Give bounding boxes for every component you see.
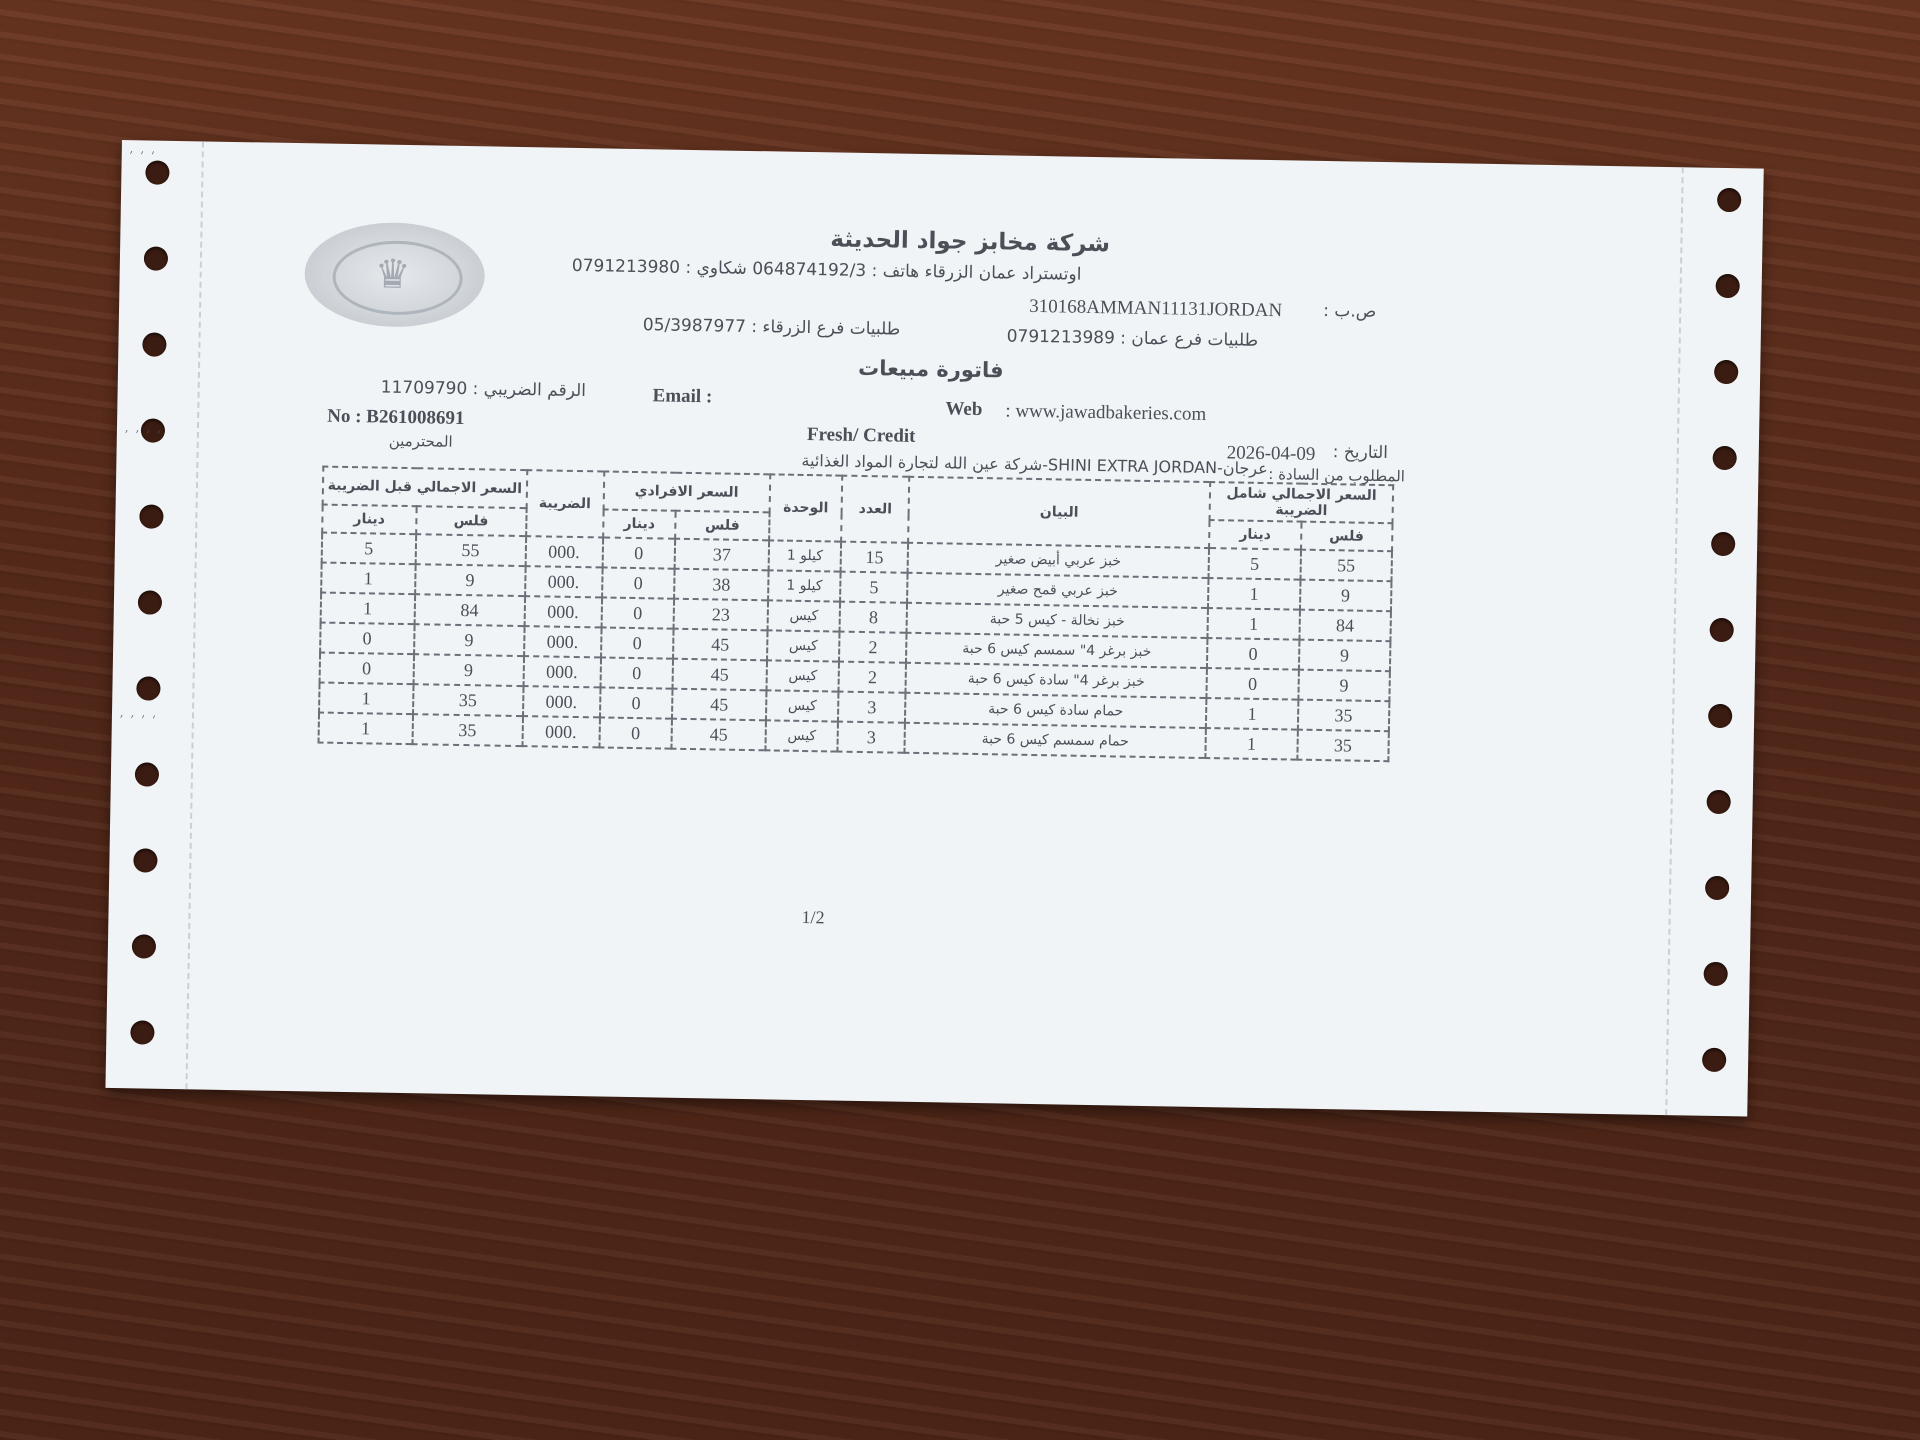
cell-tax: .000 [525, 536, 602, 567]
cell-pre-dinar: 1 [321, 593, 415, 625]
invoice-title: فاتورة مبيعات [857, 355, 1004, 383]
payment-type: Fresh/ Credit [806, 424, 916, 447]
cell-unit-fils: 45 [673, 629, 767, 661]
cell-unit-dinar: 0 [600, 657, 673, 688]
page-number: 1/2 [801, 906, 825, 928]
edge-mark: ׳ ׳ ׳ ׳ [119, 711, 156, 727]
web-url: : www.jawadbakeries.com [1005, 400, 1207, 425]
cell-description: حمام سادة كيس 6 حبة [905, 693, 1207, 728]
invoice-number: No : B261008691 [327, 405, 465, 430]
cell-unit-dinar: 0 [599, 717, 672, 748]
orders-zarqa: طلبيات فرع الزرقاء : 05/3987977 [642, 315, 901, 340]
header-dinar: دينار [1209, 520, 1301, 550]
orders-amman: طلبيات فرع عمان : 0791213989 [1006, 326, 1259, 351]
edge-mark: ׳ ׳ ׳ [129, 147, 155, 163]
cell-description: خبز برغر 4" سمسم كيس 6 حبة [906, 633, 1208, 668]
cell-pre-fils: 9 [414, 624, 525, 656]
cell-count: 2 [839, 632, 906, 663]
cell-pre-fils: 9 [413, 654, 524, 686]
header-total-before-tax: السعر الاجمالي قبل الضريبة [323, 467, 527, 509]
invoice-date: 2026-04-09 [1226, 442, 1316, 465]
cell-count: 8 [840, 602, 907, 633]
cell-tax: .000 [525, 566, 602, 597]
customer-name: عرجان-SHINI EXTRA JORDAN-شركة عين الله لتجارة المواد الغذائية [801, 450, 1268, 479]
header-dinar: دينار [322, 505, 416, 535]
cell-pre-fils: 35 [413, 684, 524, 716]
cell-incl-dinar: 1 [1206, 698, 1298, 730]
cell-description: خبز برغر 4" سادة كيس 6 حبة [905, 663, 1207, 698]
cell-unit-dinar: 0 [601, 597, 674, 628]
cell-unit: كيس [765, 720, 838, 751]
invoice-paper [105, 140, 1763, 1117]
cell-incl-dinar: 1 [1206, 728, 1298, 760]
cell-count: 3 [838, 692, 905, 723]
cell-unit-fils: 45 [672, 719, 766, 751]
invoice-table [317, 466, 1394, 763]
cell-unit: كيلو 1 [768, 570, 841, 601]
cell-pre-dinar: 5 [322, 533, 416, 565]
header-tax: الضريبة [526, 470, 604, 537]
cell-incl-fils: 84 [1299, 610, 1391, 642]
crest-icon: ♛ [374, 251, 411, 298]
header-description: البيان [908, 477, 1210, 548]
cell-incl-fils: 9 [1298, 670, 1390, 702]
company-name: شركة مخابز جواد الحديثة [830, 226, 1111, 258]
cell-count: 15 [841, 542, 908, 573]
cell-incl-fils: 9 [1300, 580, 1392, 612]
cell-pre-fils: 9 [415, 564, 526, 596]
cell-pre-dinar: 1 [321, 563, 415, 595]
header-unit-price: السعر الافرادي [603, 471, 770, 512]
cell-unit-fils: 45 [672, 689, 766, 721]
cell-tax: .000 [524, 626, 601, 657]
po-box-value: 310168AMMAN11131JORDAN [1029, 295, 1283, 322]
header-count: العدد [842, 476, 910, 543]
cell-incl-dinar: 5 [1209, 548, 1301, 580]
cell-unit-dinar: 0 [602, 537, 675, 568]
cell-incl-fils: 9 [1299, 640, 1391, 672]
cell-unit-dinar: 0 [600, 687, 673, 718]
cell-tax: .000 [522, 716, 599, 747]
cell-unit-fils: 38 [674, 569, 768, 601]
cell-count: 5 [841, 572, 908, 603]
cell-description: خبز عربي قمح صغير [907, 573, 1209, 608]
cell-description: خبز نخالة - كيس 5 حبة [906, 603, 1208, 638]
header-dinar: دينار [603, 509, 676, 538]
header-fils: فلس [675, 511, 769, 541]
cell-pre-fils: 35 [412, 714, 523, 746]
cell-incl-dinar: 1 [1208, 578, 1300, 610]
po-box-label: ص.ب : [1323, 300, 1377, 322]
cell-unit: كيلو 1 [768, 540, 841, 571]
cell-unit-dinar: 0 [602, 567, 675, 598]
cell-pre-dinar: 1 [319, 683, 413, 715]
cell-incl-fils: 35 [1297, 730, 1389, 762]
cell-description: حمام سمسم كيس 6 حبة [904, 723, 1206, 758]
edge-mark: ׳ ׳ ׳ ׳ [124, 426, 161, 442]
cell-incl-dinar: 0 [1207, 638, 1299, 670]
cell-pre-dinar: 1 [319, 713, 413, 745]
header-total-incl-tax: السعر الاجمالي شامل الضريبة [1210, 482, 1393, 523]
cell-pre-fils: 55 [415, 534, 526, 566]
company-address: اوتستراد عمان الزرقاء هاتف : 064874192/3 شكاوي : 0791213980 [571, 255, 1082, 285]
cell-unit: كيس [767, 600, 840, 631]
header-fils: فلس [1301, 522, 1393, 552]
cell-unit: كيس [766, 660, 839, 691]
cell-unit-dinar: 0 [601, 627, 674, 658]
cell-pre-dinar: 0 [320, 653, 414, 685]
company-logo [304, 221, 486, 328]
cell-unit-fils: 23 [674, 599, 768, 631]
cell-description: خبز عربي أبيض صغير [908, 543, 1210, 578]
cell-pre-fils: 84 [414, 594, 525, 626]
date-label: التاريخ : [1332, 442, 1389, 464]
cell-pre-dinar: 0 [320, 623, 414, 655]
cell-unit: كيس [766, 690, 839, 721]
cell-unit-fils: 37 [675, 539, 769, 571]
cell-tax: .000 [524, 596, 601, 627]
cell-unit: كيس [767, 630, 840, 661]
cell-incl-fils: 55 [1300, 550, 1392, 582]
cell-incl-dinar: 0 [1207, 668, 1299, 700]
tax-number: الرقم الضريبي : 11709790 [380, 377, 587, 402]
cell-tax: .000 [523, 686, 600, 717]
cell-tax: .000 [523, 656, 600, 687]
cell-count: 3 [838, 722, 905, 753]
cell-count: 2 [839, 662, 906, 693]
respected-label: المحترمين [388, 431, 453, 451]
cell-unit-fils: 45 [673, 659, 767, 691]
web-label: Web [945, 398, 983, 421]
cell-incl-dinar: 1 [1208, 608, 1300, 640]
header-unit: الوحدة [769, 474, 843, 541]
email-label: Email : [652, 385, 713, 408]
tractor-holes [122, 140, 1764, 169]
customer-label: المطلوب من السادة : [1268, 465, 1406, 486]
header-fils: فلس [416, 506, 527, 536]
cell-incl-fils: 35 [1297, 700, 1389, 732]
